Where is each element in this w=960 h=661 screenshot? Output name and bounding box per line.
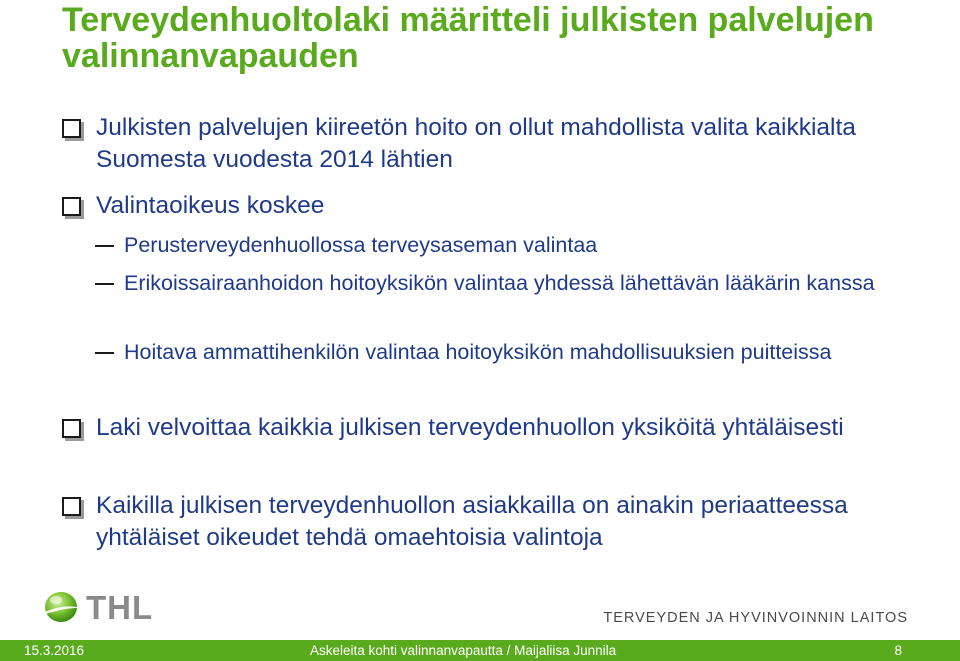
dash-icon — [95, 283, 114, 285]
footer-date: 15.3.2016 — [24, 643, 85, 658]
bullet-text: Valintaoikeus koskee — [96, 192, 325, 219]
institute-name: TERVEYDEN JA HYVINVOINNIN LAITOS — [603, 610, 908, 626]
bullet-item-4 — [96, 490, 936, 554]
sub-item-1 — [124, 230, 904, 261]
dash-icon — [95, 352, 114, 354]
footer-bar — [0, 640, 960, 661]
logo-text: THL — [86, 589, 154, 626]
bullet-item-3 — [96, 412, 936, 444]
bullet-text: Laki velvoittaa kaikkia julkisen terveydenhuollon yksiköitä yhtäläisesti — [96, 414, 844, 441]
bullet-item-2 — [96, 190, 936, 222]
sub-item-text: Hoitava ammattihenkilön valintaa hoitoyksikön mahdollisuuksien puitteissa — [124, 340, 832, 364]
sub-item-2 — [124, 268, 904, 299]
thl-globe-icon — [34, 588, 84, 628]
slide-title: Terveydenhuoltolaki määritteli julkisten palvelujen valinnanvapauden — [62, 1, 874, 75]
thl-logo — [34, 588, 164, 628]
checkbox-square-icon — [62, 419, 81, 438]
sub-item-text: Erikoissairaanhoidon hoitoyksikön valintaa yhdessä lähettävän lääkärin kanssa — [124, 271, 875, 295]
footer-text: Askeleita kohti valinnanvapautta / Maijaliisa Junnila — [310, 643, 617, 658]
bullet-text: Kaikilla julkisen terveydenhuollon asiakkailla on ainakin periaatteessa yhtäläiset oikeudet tehdä omaehtoisia valintoja — [96, 492, 848, 551]
dash-icon — [95, 245, 114, 247]
sub-item-text: Perusterveydenhuollossa terveysaseman valintaa — [124, 233, 598, 257]
page-number: 8 — [894, 643, 902, 658]
checkbox-square-icon — [62, 497, 81, 516]
sub-item-3 — [124, 337, 904, 368]
checkbox-square-icon — [62, 119, 81, 138]
bullet-item-1 — [96, 112, 936, 176]
bullet-text: Julkisten palvelujen kiireetön hoito on ollut mahdollista valita kaikkialta Suomesta vuodesta 2014 lähtien — [96, 114, 856, 173]
checkbox-square-icon — [62, 197, 81, 216]
